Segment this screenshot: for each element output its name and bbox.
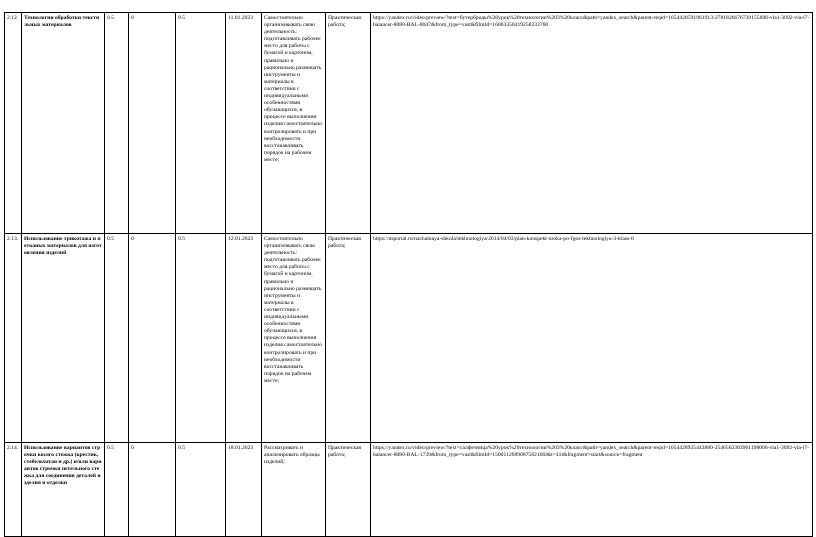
lesson-date: 11.01.2023 <box>226 13 262 234</box>
hours-practice: 0.5 <box>176 13 226 234</box>
hours-total: 0.5 <box>105 234 129 443</box>
control-form-cell: Практическая работа; <box>326 13 371 234</box>
hours-total: 0.5 <box>105 443 129 537</box>
hours-control: 0 <box>129 13 176 234</box>
resource-link[interactable]: https://yandex.ru/video/preview/?text=бутерброды%20урок%20технологии%203%20класс&path=yandex_search&parent-reqid=1654428591961913-2781826676739155696-vla1-3092-vla-l7-balancer-8080-BAL-8047&from_type=vast&filmId=16063358419258233760 <box>371 13 813 234</box>
lesson-theme: Использование трикотажа и нетканых материалов для изготовления изделий <box>22 234 105 443</box>
hours-control: 0 <box>129 443 176 537</box>
control-form-cell: Практическая работа; <box>326 234 371 443</box>
resource-link[interactable]: https://nsportal.ru/nachalnaya-shkola/tekhnologiya/2014/04/03/plan-konspekt-uroka-po-fgos-tekhnologiya-3-klass-0 <box>371 234 813 443</box>
lesson-theme: Технологии обработки текстильных материалов <box>22 13 105 234</box>
lesson-plan-page <box>4 12 812 537</box>
lesson-number: 2.13. <box>5 234 22 443</box>
hours-practice: 0.5 <box>176 234 226 443</box>
resource-link[interactable]: https://yandex.ru/video/preview/?text=салфетница%20урок%20технологии%203%20класс&path=yandex_search&parent-reqid=1654428935443880-2546562303961198006-vla1-3092-vla-l7-balancer-8080-BAL-1739&from_type=vast&filmId=1500112689087582166l&t=41l&fragment=start&source=fragment <box>371 443 813 537</box>
activities-cell: Самостоятельно организовывать свою деятельность: подготавливать рабочее место для работы с бумагой и картоном, правильно и рационально размещать инструменты и материалы в соответствии с индивидуальными особенностями обучающихся, в процессе выполнения изделия самостоятельно контролировать и при необходимости восстанавливать порядок на рабочем месте; <box>262 13 326 234</box>
lesson-date: 12.01.2023 <box>226 234 262 443</box>
activities-cell: Самостоятельно организовывать свою деятельность: подготавливать рабочее место для работы с бумагой и картоном, правильно и рационально размещать инструменты и материалы в соответствии с индивидуальными особенностями обучающихся, в процессе выполнения изделия самостоятельно контролировать и при необходимости восстанавливать порядок на рабочем месте; <box>262 234 326 443</box>
lesson-theme: Использование вариантов строчки косого стежка (крестик, стебельчатая и др.) и/или вариантов строчки петельного стежка для соединения деталей изделия и отделки <box>22 443 105 537</box>
activities-cell: Рассматривать и анализировать образцы изделий; <box>262 443 326 537</box>
lesson-number: 2.14. <box>5 443 22 537</box>
lesson-number: 2.12. <box>5 13 22 234</box>
hours-control: 0 <box>129 234 176 443</box>
hours-total: 0.5 <box>105 13 129 234</box>
table-row <box>5 234 813 443</box>
lesson-plan-table <box>4 12 813 537</box>
table-row <box>5 443 813 537</box>
hours-practice: 0.5 <box>176 443 226 537</box>
table-row <box>5 13 813 234</box>
lesson-date: 18.01.2023 <box>226 443 262 537</box>
control-form-cell: Практическая работа; <box>326 443 371 537</box>
